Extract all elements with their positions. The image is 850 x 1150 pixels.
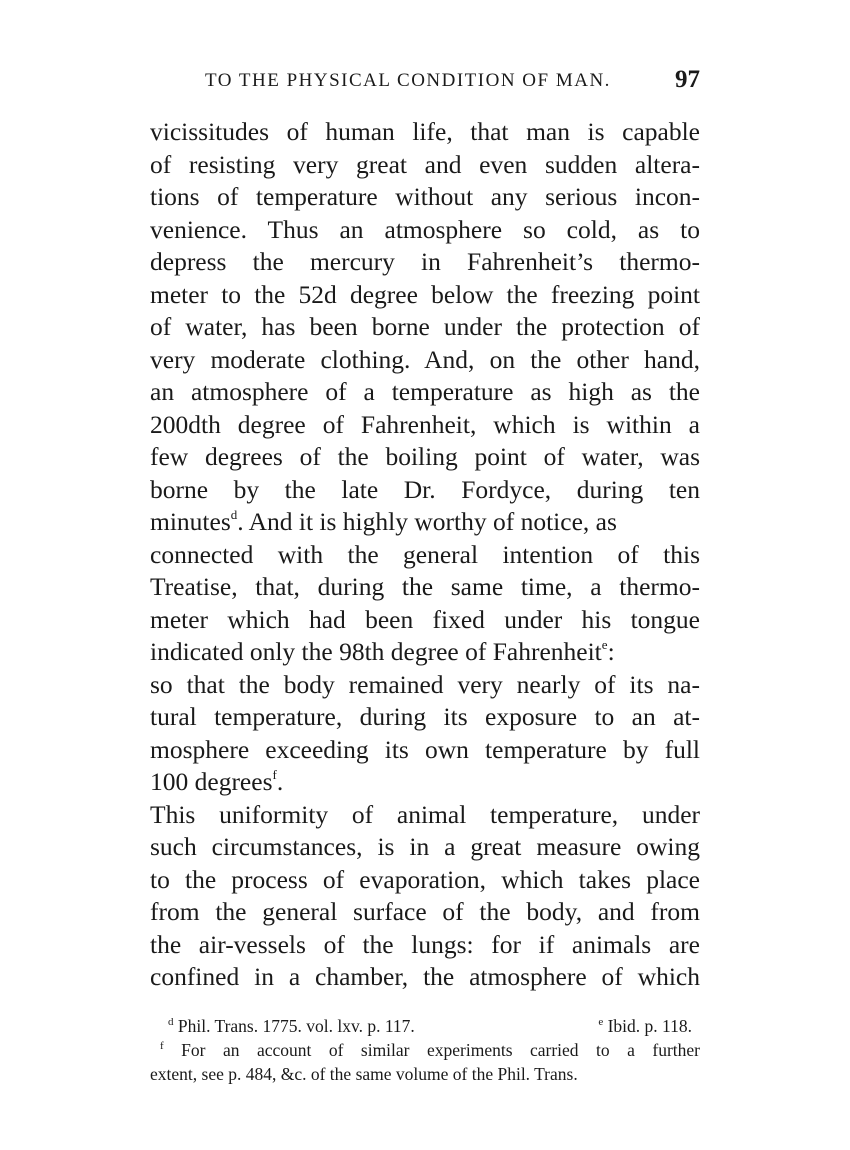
text-line: from the general surface of the body, and from: [150, 897, 700, 926]
footnote-row-d-e: [150, 1014, 700, 1038]
footnote-mark-e: e: [598, 1016, 604, 1028]
text-line: 200dth degree of Fahrenheit, which is within a: [150, 409, 700, 439]
footnote-mark-d: d: [168, 1016, 174, 1028]
text-line: tions of temperature without any serious incon-: [150, 182, 700, 211]
page-number: 97: [675, 66, 700, 93]
text-line: confined in a chamber, the atmosphere of which: [150, 962, 700, 991]
footnotes: [150, 1014, 700, 1086]
footnote-text: Ibid. p. 118.: [603, 1016, 692, 1036]
text-line: the air-vessels of the lungs: for if animals are: [150, 929, 700, 959]
footnote-f-continued: extent, see p. 484, &c. of the same volume of the Phil. Trans.: [150, 1064, 578, 1084]
text-line: so that the body remained very nearly of its na-: [150, 669, 700, 699]
text-fragment: minutes: [150, 507, 231, 536]
footnote-mark-f: f: [160, 1040, 164, 1052]
text-line: connected with the general intention of this: [150, 539, 700, 569]
text-fragment: . And it is highly worthy of notice, as: [237, 507, 617, 536]
footnote-ref-d[interactable]: d: [230, 507, 238, 522]
text-line: such circumstances, is in a great measure owing: [150, 832, 700, 861]
footnote-e: [598, 1014, 692, 1041]
text-line: Treatise, that, during the same time, a thermo-: [150, 572, 700, 601]
text-line-with-footnote-ref: [150, 766, 700, 799]
text-line: meter which had been fixed under his tongue: [150, 604, 700, 634]
text-line-with-footnote-ref: [150, 636, 700, 669]
running-head-title: TO THE PHYSICAL CONDITION OF MAN.: [205, 70, 611, 91]
text-fragment: :: [607, 637, 615, 666]
footnote-f: [150, 1038, 700, 1062]
footnote-d: [168, 1014, 415, 1041]
text-line-with-footnote-ref: [150, 506, 700, 539]
text-line: venience. Thus an atmosphere so cold, as to: [150, 214, 700, 244]
footnote-text: Phil. Trans. 1775. vol. lxv. p. 117.: [173, 1016, 415, 1036]
text-line: vicissitudes of human life, that man is capable: [150, 117, 700, 146]
text-line: depress the mercury in Fahrenheit’s thermo-: [150, 247, 700, 276]
text-line: mosphere exceeding its own temperature by full: [150, 734, 700, 764]
text-fragment: indicated only the 98th degree of Fahrenheit: [150, 637, 602, 666]
text-line: borne by the late Dr. Fordyce, during ten: [150, 474, 700, 504]
text-line: This uniformity of animal temperature, under: [150, 799, 700, 829]
text-line: tural temperature, during its exposure to an at-: [150, 702, 700, 731]
text-fragment: 100 degrees: [150, 767, 273, 796]
text-line: very moderate clothing. And, on the other hand,: [150, 344, 700, 374]
text-line: an atmosphere of a temperature as high as the: [150, 377, 700, 406]
footnote-text: For an account of similar experiments carried to a further: [163, 1040, 700, 1060]
text-line: few degrees of the boiling point of water, was: [150, 442, 700, 471]
text-fragment: .: [276, 767, 284, 796]
body-text: [150, 116, 700, 994]
text-line: to the process of evaporation, which takes place: [150, 864, 700, 894]
footnote-ref-e[interactable]: e: [601, 637, 608, 652]
text-line: of resisting very great and even sudden altera-: [150, 149, 700, 179]
text-line: of water, has been borne under the protection of: [150, 312, 700, 341]
footnote-ref-f[interactable]: f: [272, 767, 277, 782]
text-line: meter to the 52d degree below the freezing point: [150, 279, 700, 309]
